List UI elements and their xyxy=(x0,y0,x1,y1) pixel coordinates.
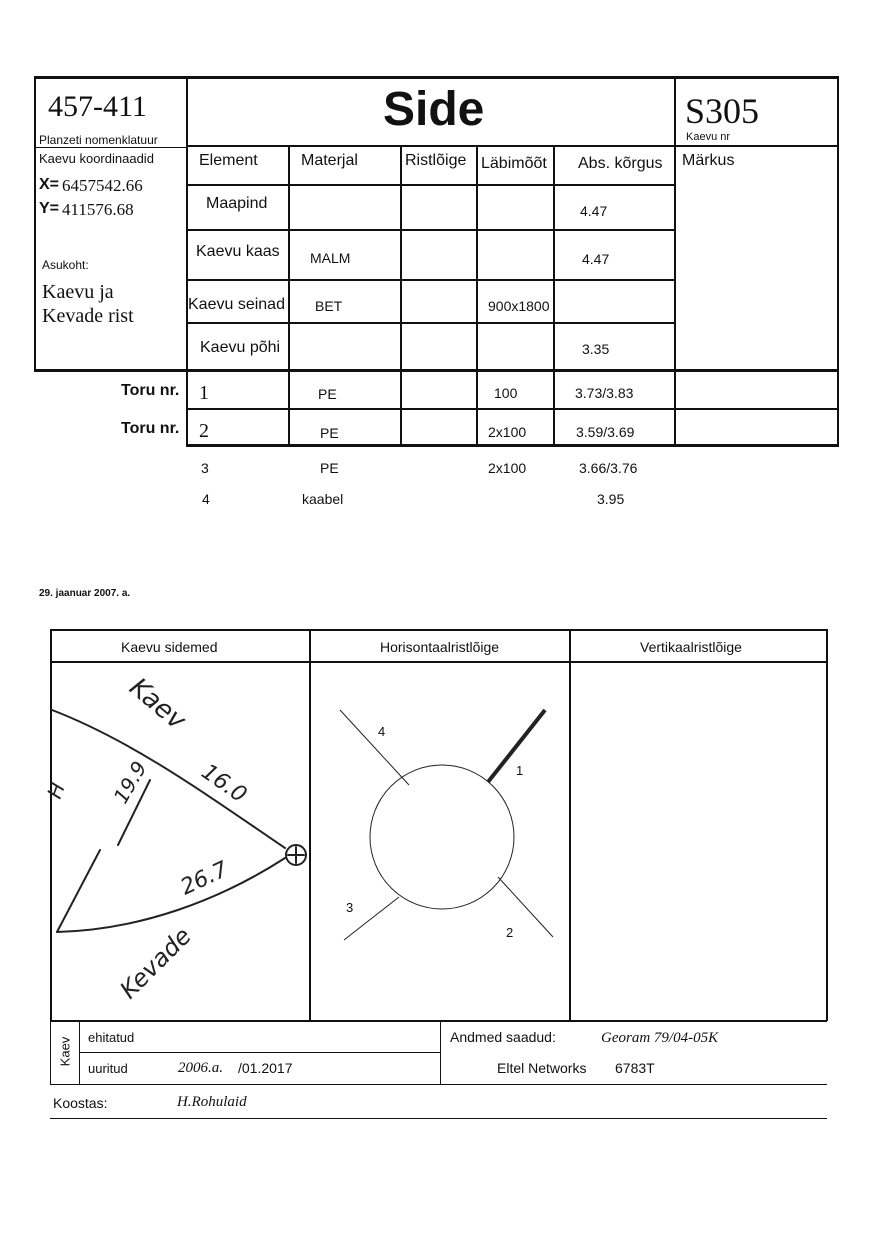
pipe-label: Toru nr. xyxy=(121,420,180,437)
pipe-height: 3.73/3.83 xyxy=(575,385,634,401)
footer-uuritud-label: uuritud xyxy=(88,1061,128,1076)
pipe-diameter: 2x100 xyxy=(488,424,527,440)
pipe-label-1: 1 xyxy=(516,763,524,778)
sketch-dim2: 26.7 xyxy=(176,857,232,901)
sketch-dim3: 19.9 xyxy=(108,756,152,808)
pipe-material: PE xyxy=(318,386,337,402)
col-header-element: Element xyxy=(199,152,258,169)
footer-koostas-value: H.Rohulaid xyxy=(177,1094,247,1110)
col-header-section: Ristlõige xyxy=(405,152,467,169)
pipe-height: 3.66/3.76 xyxy=(579,460,638,476)
pipe-nr: 2 xyxy=(199,420,209,442)
well-circle xyxy=(370,765,514,909)
row-element: Kaevu kaas xyxy=(196,243,280,260)
document-date: 29. jaanuar 2007. a. xyxy=(39,588,131,599)
footer-kaev-label: Kaev xyxy=(57,1036,73,1067)
sketch-street2: Kevade xyxy=(114,921,197,1005)
footer-koostas-label: Koostas: xyxy=(53,1095,108,1111)
row-height: 4.47 xyxy=(580,203,608,219)
pipe-height: 3.59/3.69 xyxy=(576,424,635,440)
footer-uuritud-date: /01.2017 xyxy=(238,1060,293,1076)
pipe-4-line xyxy=(340,710,409,785)
pipe-nr: 1 xyxy=(199,382,209,404)
nomenclature-number: 457-411 xyxy=(48,90,147,123)
col-header-height: Abs. kõrgus xyxy=(578,155,663,172)
sketch-dim1: 16.0 xyxy=(196,759,252,809)
location-line1: Kaevu ja xyxy=(42,281,114,303)
y-label: Y= xyxy=(39,200,60,217)
location-sketch xyxy=(52,710,306,932)
row-element: Kaevu põhi xyxy=(200,339,281,356)
well-number: S305 xyxy=(685,91,760,131)
y-value: 411576.68 xyxy=(62,200,134,219)
x-value: 6457542.66 xyxy=(62,176,143,195)
row-material: MALM xyxy=(310,250,351,266)
pipe-label-3: 3 xyxy=(346,900,354,915)
row-element: Maapind xyxy=(206,195,268,212)
page-title: Side xyxy=(383,83,485,136)
coordinates-label: Kaevu koordinaadid xyxy=(39,151,154,166)
row-element: Kaevu seinad xyxy=(188,296,285,313)
horizontal-section xyxy=(340,710,553,940)
diagram-header-sketch: Kaevu sidemed xyxy=(121,639,218,655)
row-height: 4.47 xyxy=(582,251,610,267)
pipe-material: PE xyxy=(320,425,339,441)
col-header-material: Materjal xyxy=(301,152,358,169)
footer-left-border xyxy=(50,1020,51,1085)
nomenclature-label: Planzeti nomenklatuur xyxy=(39,133,158,147)
pipe-label-4: 4 xyxy=(378,724,386,739)
location-line2: Kevade rist xyxy=(42,305,134,327)
footer-andmed-label: Andmed saadud: xyxy=(450,1029,556,1045)
pipe-nr: 3 xyxy=(201,460,209,476)
diagram-header-vertical: Vertikaalristlõige xyxy=(640,639,742,655)
location-label: Asukoht: xyxy=(42,258,89,272)
well-number-label: Kaevu nr xyxy=(686,131,731,143)
col-header-notes: Märkus xyxy=(682,152,735,169)
pipe-diameter: 2x100 xyxy=(488,460,527,476)
pipe-label-2: 2 xyxy=(506,925,514,940)
col-header-diameter: Läbimõõt xyxy=(481,155,547,172)
footer-signature-line xyxy=(50,1118,827,1119)
footer-ehitatud-label: ehitatud xyxy=(88,1030,135,1045)
pipe-label: Toru nr. xyxy=(121,382,180,399)
footer-company-code: 6783T xyxy=(615,1060,655,1076)
sketch-dim4: H xyxy=(42,779,70,802)
sketch-street1: Kaev xyxy=(123,672,192,737)
pipe-diameter: 100 xyxy=(494,385,518,401)
footer-mid-divider xyxy=(440,1020,441,1085)
row-diameter: 900x1800 xyxy=(488,298,550,314)
pipe-material: PE xyxy=(320,460,339,476)
row-material: BET xyxy=(315,298,343,314)
row-height: 3.35 xyxy=(582,341,610,357)
footer-row-divider xyxy=(79,1052,440,1053)
footer-uuritud-year: 2006.a. xyxy=(178,1060,223,1076)
pipe-height: 3.95 xyxy=(597,491,625,507)
footer-company: Eltel Networks xyxy=(497,1060,587,1076)
diagram-header-horizontal: Horisontaalristlõige xyxy=(380,639,500,655)
footer-andmed-value: Georam 79/04-05K xyxy=(601,1030,719,1046)
pipe-material: kaabel xyxy=(302,491,344,507)
x-label: X= xyxy=(39,176,60,193)
footer-bottom-line xyxy=(50,1084,827,1085)
pipe-nr: 4 xyxy=(202,491,210,507)
